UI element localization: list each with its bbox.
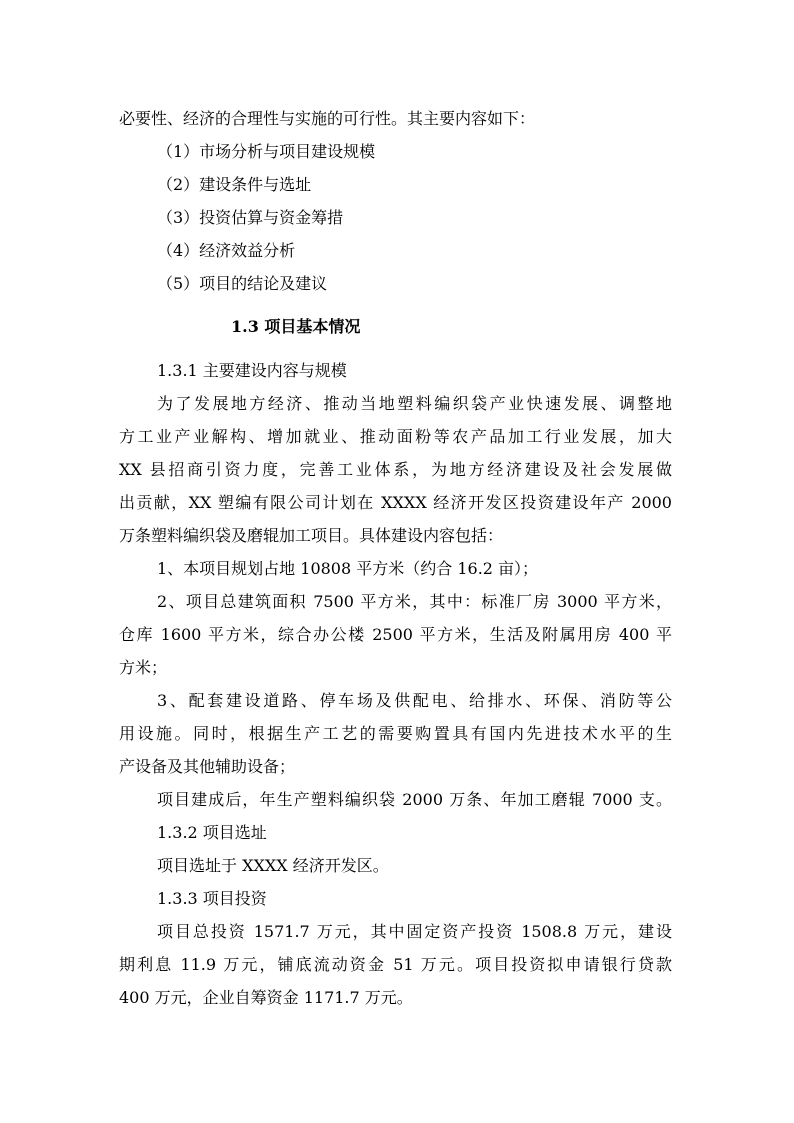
investment-line: 期利息 11.9 万元，铺底流动资金 51 万元。项目投资拟申请银行贷款 <box>119 955 672 974</box>
list-item-5: （5）项目的结论及建议 <box>157 274 328 293</box>
content-item-2-line: 仓库 1600 平方米，综合办公楼 2500 平方米，生活及附属用房 400 平 <box>119 625 672 644</box>
paragraph-line: 方工业产业解构、增加就业、推动面粉等农产品加工行业发展，加大 <box>119 427 672 446</box>
section-heading: 1.3 项目基本情况 <box>231 317 361 336</box>
list-item-1: （1）市场分析与项目建设规模 <box>157 142 376 161</box>
list-item-2: （2）建设条件与选址 <box>157 175 312 194</box>
subsection-heading-1: 1.3.1 主要建设内容与规模 <box>157 361 347 380</box>
list-item-3: （3）投资估算与资金筹措 <box>157 208 344 227</box>
subsection-heading-3: 1.3.3 项目投资 <box>157 889 267 908</box>
content-item-3-line: 用设施。同时，根据生产工艺的需要购置具有国内先进技术水平的生 <box>119 724 672 743</box>
content-item-3-line: 3、配套建设道路、停车场及供配电、给排水、环保、消防等公 <box>157 691 672 710</box>
investment-line: 400 万元，企业自筹资金 1171.7 万元。 <box>119 988 413 1007</box>
list-item-4: （4）经济效益分析 <box>157 241 296 260</box>
subsection-heading-2: 1.3.2 项目选址 <box>157 823 267 842</box>
content-item-2-line: 方米； <box>119 658 168 677</box>
paragraph-line: XX 县招商引资力度，完善工业体系，为地方经济建设及社会发展做 <box>119 460 672 479</box>
paragraph-line: 万条塑料编织袋及磨辊加工项目。具体建设内容包括： <box>119 526 504 545</box>
content-item-3-line: 产设备及其他辅助设备； <box>119 757 296 776</box>
paragraph-line: 为了发展地方经济、推动当地塑料编织袋产业快速发展、调整地 <box>157 394 672 413</box>
capacity-text: 项目建成后，年生产塑料编织袋 2000 万条、年加工磨辊 7000 支。 <box>157 790 672 809</box>
investment-line: 项目总投资 1571.7 万元，其中固定资产投资 1508.8 万元，建设 <box>157 922 672 941</box>
site-text: 项目选址于 XXXX 经济开发区。 <box>157 856 389 875</box>
paragraph-line: 出贡献，XX 塑编有限公司计划在 XXXX 经济开发区投资建设年产 2000 <box>119 493 672 512</box>
intro-tail-text: 必要性、经济的合理性与实施的可行性。其主要内容如下： <box>119 109 536 128</box>
content-item-1: 1、本项目规划占地 10808 平方米（约合 16.2 亩）； <box>157 559 539 578</box>
content-item-2-line: 2、项目总建筑面积 7500 平方米，其中：标准厂房 3000 平方米， <box>157 592 672 611</box>
